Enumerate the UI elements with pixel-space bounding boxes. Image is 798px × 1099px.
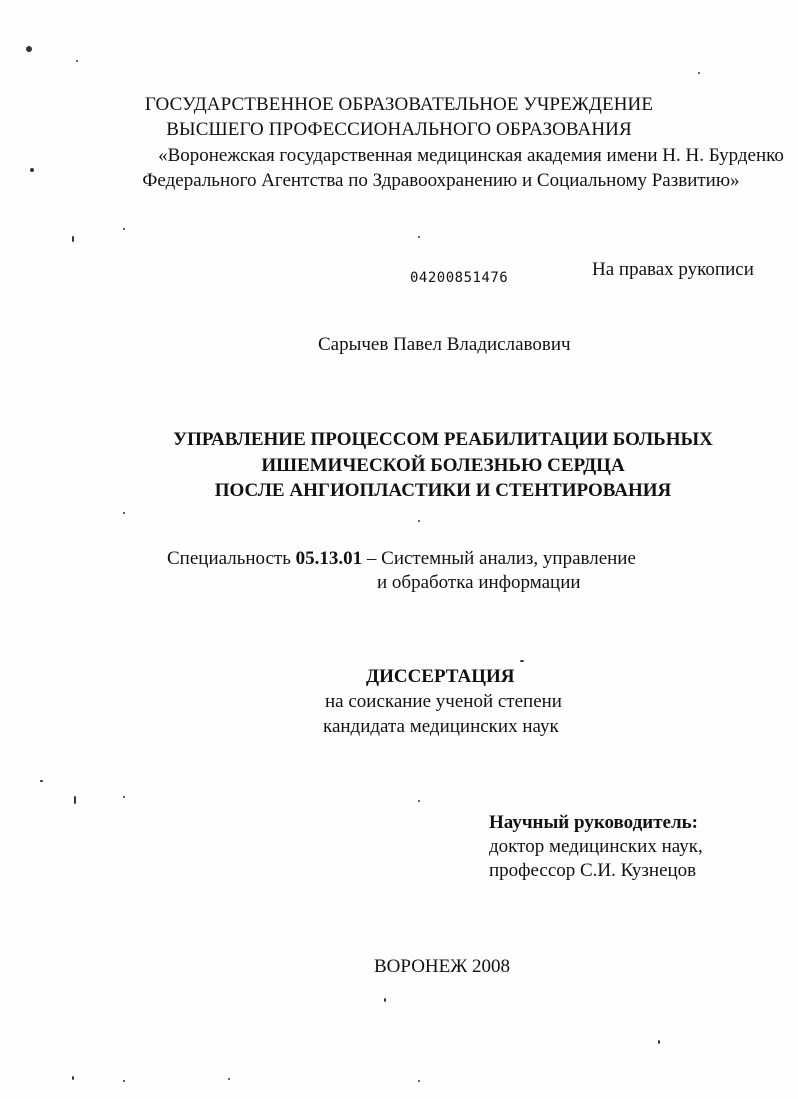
degree-line-2: кандидата медицинских наук: [323, 716, 559, 737]
author-name: Сарычев Павел Владиславович: [318, 334, 571, 355]
scan-speck: [418, 1080, 420, 1082]
scan-speck: [520, 660, 524, 662]
institution-line-4: Федерального Агентства по Здравоохранению и Социальному Развитию»: [142, 170, 740, 191]
institution-line-3: «Воронежская государственная медицинская академия имени Н. Н. Бурденко: [158, 145, 784, 166]
scan-speck: [123, 1080, 125, 1082]
scan-speck: [418, 236, 420, 238]
scan-speck: [76, 60, 78, 62]
dissertation-heading: ДИССЕРТАЦИЯ: [366, 666, 515, 687]
scan-speck: [384, 998, 386, 1002]
scan-speck: [228, 1078, 230, 1080]
scan-speck: [658, 1040, 660, 1044]
specialty-code: 05.13.01: [295, 548, 363, 569]
scan-speck: [30, 168, 34, 172]
institution-line-2: ВЫСШЕГО ПРОФЕССИОНАЛЬНОГО ОБРАЗОВАНИЯ: [166, 119, 632, 140]
institution-line-1: ГОСУДАРСТВЕННОЕ ОБРАЗОВАТЕЛЬНОЕ УЧРЕЖДЕНИЕ: [144, 94, 654, 115]
scan-speck: [418, 800, 420, 802]
specialty-line-1: [167, 547, 636, 571]
thesis-title-line-3: ПОСЛЕ АНГИОПЛАСТИКИ И СТЕНТИРОВАНИЯ: [214, 480, 672, 501]
scan-speck: [40, 780, 43, 782]
scan-speck: [26, 46, 32, 52]
specialty-prefix: Специальность: [167, 548, 291, 569]
supervisor-heading: Научный руководитель:: [489, 812, 698, 833]
scan-speck: [74, 796, 76, 804]
rights-note: На правах рукописи: [592, 259, 754, 280]
supervisor-line-2: профессор С.И. Кузнецов: [489, 860, 697, 881]
scan-speck: [72, 236, 74, 242]
supervisor-line-1: доктор медицинских наук,: [489, 836, 703, 857]
scan-speck: [698, 72, 700, 74]
scan-speck: [123, 228, 125, 230]
scan-speck: [123, 796, 125, 798]
scan-speck: [418, 520, 420, 522]
city-year: ВОРОНЕЖ 2008: [374, 956, 511, 977]
specialty-text: – Системный анализ, управление: [362, 548, 636, 569]
specialty-line-2: и обработка информации: [377, 572, 581, 593]
registry-number: 04200851476: [410, 270, 509, 286]
scan-speck: [72, 1076, 74, 1080]
thesis-title-line-2: ИШЕМИЧЕСКОЙ БОЛЕЗНЬЮ СЕРДЦА: [261, 455, 625, 476]
scan-speck: [123, 512, 125, 514]
degree-line-1: на соискание ученой степени: [325, 691, 562, 712]
thesis-title-line-1: УПРАВЛЕНИЕ ПРОЦЕССОМ РЕАБИЛИТАЦИИ БОЛЬНЫХ: [173, 429, 713, 450]
